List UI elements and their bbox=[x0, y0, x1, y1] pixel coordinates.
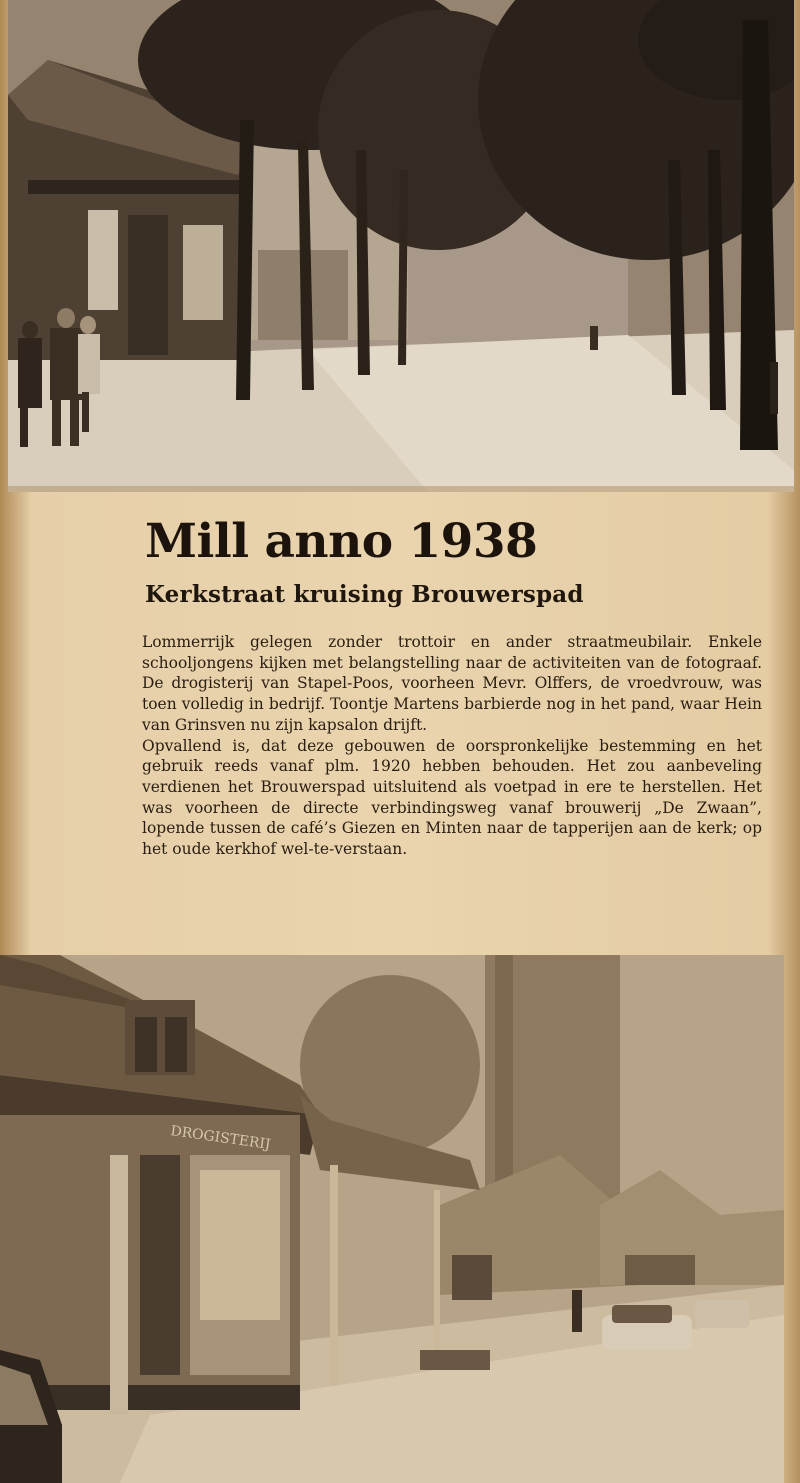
subheadline: Kerkstraat kruising Brouwerspad bbox=[145, 581, 584, 608]
article-paragraph-2: Opvallend is, dat deze gebouwen de oorspronkelijke bestemming en het gebruik reeds vanaf plm. 1920 hebben behouden. Het zou aanbeveling verdienen het Brouwerspad uitsluitend als voetpad in ere te herstellen. Het was voorheen de directe verbindingsweg vanaf brouwerij „De Zwaan”, lopende tussen de café’s Giezen en Minten naar de tapperijen aan de kerk; op het oude kerkhof wel-te-verstaan. bbox=[142, 736, 762, 859]
historic-photo-1938 bbox=[8, 0, 794, 492]
article-paragraph-1: Lommerrijk gelegen zonder trottoir en ander straatmeubilair. Enkele schooljongens kijken met belangstelling naar de activiteiten van de fotograaf. De drogisterij van Stapel-Poos, voorheen Mevr. Olffers, de vroedvrouw, was toen volledig in bedrijf. Toontje Martens barbierde nog in het pand, waar Hein van Grinsven nu zijn kapsalon drijft. bbox=[142, 633, 762, 734]
contemporary-photo bbox=[0, 955, 784, 1483]
contemporary-photo-illustration bbox=[0, 955, 784, 1483]
article bbox=[0, 492, 800, 955]
article-body bbox=[142, 632, 762, 860]
shop-sign: DROGISTERIJ bbox=[169, 1123, 272, 1153]
headline: Mill anno 1938 bbox=[145, 514, 538, 569]
historic-photo-illustration bbox=[8, 0, 794, 492]
